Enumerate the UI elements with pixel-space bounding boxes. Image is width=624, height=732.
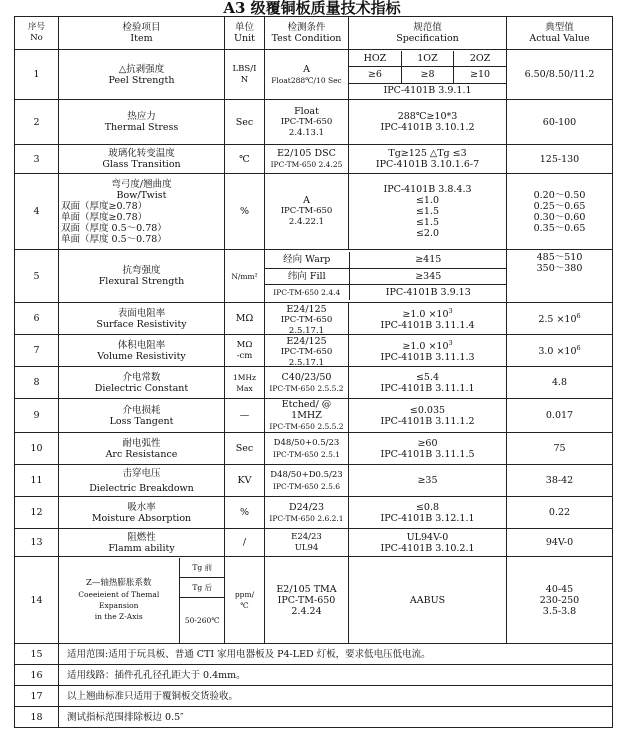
row-spec: ≤0.8 IPC-4101B 3.12.1.1 — [349, 497, 507, 529]
row-item: 抗弯强度 Flexural Strength — [59, 250, 225, 303]
row-condition: E24/23 UL94 — [265, 529, 349, 557]
row-no: 17 — [15, 686, 59, 707]
row-no: 7 — [15, 335, 59, 367]
table-row — [15, 557, 613, 644]
row-spec: IPC-4101B 3.8.4.3 ≤1.0 ≤1.5 ≤1.5 ≤2.0 — [349, 174, 507, 250]
row-value: 60-100 — [507, 100, 613, 145]
row-spec: ≥35 — [349, 465, 507, 497]
row-spec: Tg≥125 △Tg ≤3 IPC-4101B 3.10.1.6-7 — [349, 145, 507, 174]
row-condition: D24/23 IPC-TM-650 2.6.2.1 — [265, 497, 349, 529]
row-spec: $\ge 1.0 \times 10^3$ IPC-4101B 3.11.1.4 — [349, 303, 507, 335]
row-no: 14 — [15, 557, 59, 644]
row-unit: % — [225, 497, 265, 529]
row-value: $2.5 \times 10^6$ — [507, 303, 613, 335]
row-no: 1 — [15, 50, 59, 100]
row-value: 125-130 — [507, 145, 613, 174]
table-row — [15, 303, 613, 335]
row-item: 体积电阻率 Volume Resistivity — [59, 335, 225, 367]
row-no: 3 — [15, 145, 59, 174]
row-condition: E24/125 IPC-TM-650 2.5.17.1 — [265, 335, 349, 367]
table-row — [15, 529, 613, 557]
row-value: 75 — [507, 433, 613, 465]
row-spec: 288℃≥10*3 IPC-4101B 3.10.1.2 — [349, 100, 507, 145]
page-title: A3 级覆铜板质量技术指标 — [223, 0, 401, 17]
row-note: 以上翘曲标准只适用于覆铜板交货验收。 — [59, 686, 613, 707]
row-condition: E24/125 IPC-TM-650 2.5.17.1 — [265, 303, 349, 335]
table-row — [15, 335, 613, 367]
row-item: 表面电阻率 Surface Resistivity — [59, 303, 225, 335]
table-header-row — [15, 17, 613, 50]
row-spec: ≥60 IPC-4101B 3.11.1.5 — [349, 433, 507, 465]
row-value: 94V-0 — [507, 529, 613, 557]
row-condition: C40/23/50 IPC-TM-650 2.5.5.2 — [265, 367, 349, 399]
row-no: 2 — [15, 100, 59, 145]
table-row — [15, 174, 613, 250]
row-condition: A IPC-TM-650 2.4.22.1 — [265, 174, 349, 250]
header-value: 典型值 Actual Value — [507, 17, 613, 50]
header-spec: 规范值 Specification — [349, 17, 507, 50]
row-item: 弯弓度/翘曲度 Bow/Twist 双面（厚度≥0.78） 单面（厚度≥0.78） 双面（厚度 0.5～0.78） 单面（厚度 0.5～0.78） — [59, 174, 225, 250]
row-value: 0.22 — [507, 497, 613, 529]
table-row — [15, 145, 613, 174]
row-item: 击穿电压 Dielectric Breakdown — [59, 465, 225, 497]
row-no: 15 — [15, 644, 59, 665]
row-spec: HOZ 1OZ 2OZ ≥6 ≥8 ≥10 IPC-4101B 3.9.1.1 — [349, 50, 507, 100]
table-row — [15, 100, 613, 145]
row-condition: D48/50+0.5/23 IPC-TM-650 2.5.1 — [265, 433, 349, 465]
row-value: 485～510 350～380 — [507, 250, 613, 303]
row-no: 4 — [15, 174, 59, 250]
table-row — [15, 707, 613, 728]
table-row — [15, 399, 613, 433]
row-condition: E2/105 DSC IPC-TM-650 2.4.25 — [265, 145, 349, 174]
row-condition: Etched/ @ 1MHZ IPC-TM-650 2.5.5.2 — [265, 399, 349, 433]
row-value: 0.20～0.50 0.25～0.65 0.30～0.60 0.35～0.65 — [507, 174, 613, 250]
table-row — [15, 644, 613, 665]
row-item: 耐电弧性 Arc Resistance — [59, 433, 225, 465]
row-unit: MΩ -cm — [225, 335, 265, 367]
row-condition: Float IPC-TM-650 2.4.13.1 — [265, 100, 349, 145]
row-unit: N/mm² — [225, 250, 265, 303]
row-unit: / — [225, 529, 265, 557]
header-unit: 单位 Unit — [225, 17, 265, 50]
table-row — [15, 497, 613, 529]
row-unit: LBS/I N — [225, 50, 265, 100]
table-row — [15, 433, 613, 465]
row-no: 10 — [15, 433, 59, 465]
row-unit: % — [225, 174, 265, 250]
row-value: 38-42 — [507, 465, 613, 497]
row-value: $3.0 \times 10^6$ — [507, 335, 613, 367]
header-condition: 检测条件 Test Condition — [265, 17, 349, 50]
row-condition: A Float288℃/10 Sec — [265, 50, 349, 100]
row-value: 40-45 230-250 3.5-3.8 — [507, 557, 613, 644]
row-no: 9 — [15, 399, 59, 433]
row-item: 热应力 Thermal Stress — [59, 100, 225, 145]
row-unit: Sec — [225, 433, 265, 465]
table-row — [15, 465, 613, 497]
row-no: 12 — [15, 497, 59, 529]
row-spec: 经向 Warp ≥415 纬向 Fill ≥345 IPC-TM-650 2.4.4 IPC-4101B 3.9.13 — [265, 250, 507, 303]
row-value: 6.50/8.50/11.2 — [507, 50, 613, 100]
row-spec: AABUS — [349, 557, 507, 644]
row-value: 0.017 — [507, 399, 613, 433]
spec-table — [14, 16, 613, 728]
row-no: 8 — [15, 367, 59, 399]
row-item: Z—轴热膨胀系数 Coeeieient of Themal Expansion in the Z-Axis Tg 前 Tg 后 50-260℃ — [59, 557, 225, 644]
row-no: 11 — [15, 465, 59, 497]
row-item: 介电常数 Dielectric Constant — [59, 367, 225, 399]
row-unit: KV — [225, 465, 265, 497]
row-spec: ≤0.035 IPC-4101B 3.11.1.2 — [349, 399, 507, 433]
header-item: 检验项目 Item — [59, 17, 225, 50]
row-note: 适用范围:适用于玩具板、普通 CTI 家用电器板及 P4-LED 灯板，要求低电压低电流。 — [59, 644, 613, 665]
row-unit: ℃ — [225, 145, 265, 174]
row-unit: 1MHz Max — [225, 367, 265, 399]
row-spec: ≤5.4 IPC-4101B 3.11.1.1 — [349, 367, 507, 399]
row-note: 测试指标范围排除板边 0.5″ — [59, 707, 613, 728]
table-row — [15, 665, 613, 686]
row-no: 5 — [15, 250, 59, 303]
table-row — [15, 250, 613, 303]
row-value: 4.8 — [507, 367, 613, 399]
row-item: 介电损耗 Loss Tangent — [59, 399, 225, 433]
row-condition: E2/105 TMA IPC-TM-650 2.4.24 — [265, 557, 349, 644]
row-no: 16 — [15, 665, 59, 686]
row-item: 吸水率 Moisture Absorption — [59, 497, 225, 529]
row-no: 6 — [15, 303, 59, 335]
row-unit: Sec — [225, 100, 265, 145]
row-no: 18 — [15, 707, 59, 728]
row-note: 适用线路：插件孔孔径孔距大于 0.4mm。 — [59, 665, 613, 686]
table-row — [15, 367, 613, 399]
table-row — [15, 50, 613, 100]
row-unit: MΩ — [225, 303, 265, 335]
row-item: 阻燃性 Flamm ability — [59, 529, 225, 557]
row-unit: — — [225, 399, 265, 433]
table-row — [15, 686, 613, 707]
row-no: 13 — [15, 529, 59, 557]
row-item: 玻璃化转变温度 Glass Transition — [59, 145, 225, 174]
row-unit: ppm/ ℃ — [225, 557, 265, 644]
row-condition: D48/50+D0.5/23 IPC-TM-650 2.5.6 — [265, 465, 349, 497]
row-spec: UL94V-0 IPC-4101B 3.10.2.1 — [349, 529, 507, 557]
row-spec: $\ge 1.0 \times 10^3$ IPC-4101B 3.11.1.3 — [349, 335, 507, 367]
header-no: 序号 No — [15, 17, 59, 50]
row-item: △抗剥强度 Peel Strength — [59, 50, 225, 100]
